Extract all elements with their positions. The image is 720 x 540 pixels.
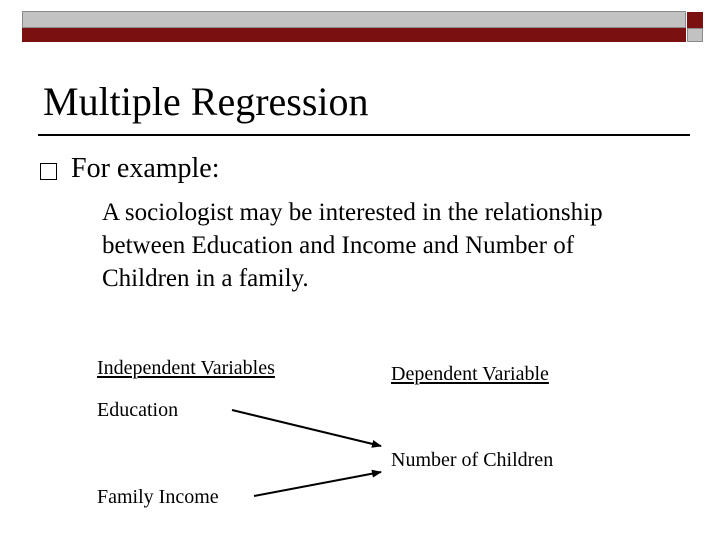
bullet-text: For example: (71, 153, 220, 184)
header-red-bar (22, 28, 686, 42)
arrow-education-to-children (232, 410, 381, 446)
title-divider (38, 134, 690, 136)
description-line: A sociologist may be interested in the relationship (102, 199, 603, 226)
dependent-variable-header: Dependent Variable (391, 363, 549, 385)
description-line: between Education and Income and Number of (102, 232, 575, 259)
arrow-income-to-children (254, 472, 381, 496)
header-red-square (687, 12, 703, 28)
dependent-variable-label: Number of Children (391, 449, 554, 471)
bullet-item (40, 152, 220, 186)
independent-variables-header: Independent Variables (97, 357, 275, 379)
header-gray-square (687, 28, 703, 42)
slide-title: Multiple Regression (43, 79, 369, 124)
description-line: Children in a family. (102, 265, 309, 292)
description (102, 196, 692, 295)
independent-variable-family-income: Family Income (97, 486, 219, 508)
square-bullet-icon (40, 163, 57, 180)
independent-variable-education: Education (97, 399, 179, 421)
header-gray-bar (22, 11, 686, 28)
